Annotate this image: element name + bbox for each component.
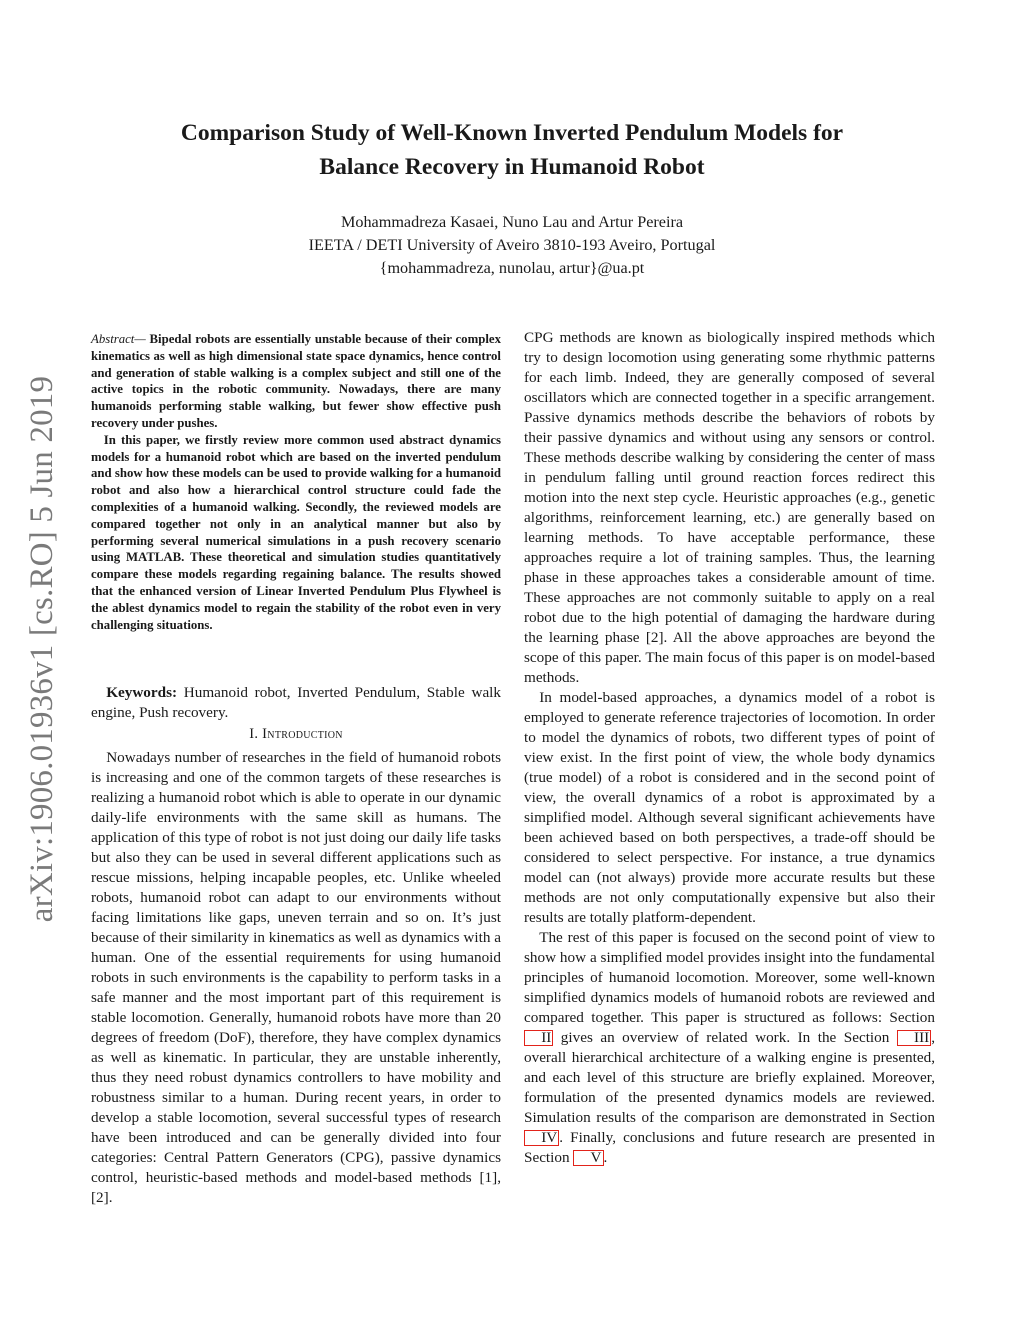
abstract-paragraph-2: In this paper, we firstly review more common used abstract dynamics models for a humanoid robot which are based on the inverted pendulum and show how these models can be used to provide walking for a humanoid robot and also how a hierarchical control structure could fade the complexities of a humanoid walking. Secondly, the reviewed models are compared together not only in an analytical manner but also by performing several numerical simulations in a push recovery scenario using MATLAB. These theoretical and simulation studies quantitatively compare these models regarding regaining balance. The results showed that the enhanced version of Linear Inverted Pendulum Plus Flywheel is the ablest dynamics model to regain the stability of the robot even in very challenging situations. — [91, 432, 501, 632]
author-block — [110, 211, 914, 280]
intro-paragraph-2: CPG methods are known as biologically inspired methods which try to design locomotion using generating some rhythmic patterns for each limb. Indeed, they are generally composed of several oscillators which are connected together in a specific arrangement. Passive dynamics methods describe the behaviors of robots by their passive dynamics and without using any sensors or control. These methods describe walking by considering the center of mass in pendulum falling until ground reaction forces redirect this motion into the next step cycle. Heuristic approaches (e.g., genetic algorithms, reinforcement learning, etc.) are generally based on learning methods. To have acceptable performance, these approaches require a lot of training samples. Thus, the learning phase in these approaches takes a considerable amount of time. These approaches are not commonly suitable to apply on a real robot due to the high potential of damaging the hardware during the learning phase [2]. All the above approaches are beyond the scope of this paper. The main focus of this paper is on model-based methods. — [524, 329, 935, 686]
p4-text-d: . Finally, conclusions and future research are presented in Section — [524, 1129, 935, 1166]
p4-text-c: , overall hierarchical architecture of a walking engine is presented, and each level of this structure are briefly explained. Moreover, formulation of the presented dynamics models are reviewed. Simulation results of the comparison are demonstrated in Section — [524, 1029, 935, 1126]
p4-text-a: The rest of this paper is focused on the second point of view to show how a simplified model provides insight into the fundamental principles of humanoid locomotion. Moreover, some well-known simplified dynamics models of humanoid robots are reviewed and compared together. This paper is structured as follows: Section — [524, 929, 935, 1026]
section-link-v[interactable]: V — [573, 1150, 603, 1166]
author-affiliation: IEETA / DETI University of Aveiro 3810-193 Aveiro, Portugal — [308, 236, 716, 254]
section-link-ii[interactable]: II — [524, 1030, 553, 1046]
section-heading-introduction: I. Introduction — [249, 726, 343, 742]
arxiv-identifier: arXiv:1906.01936v1 [cs.RO] 5 Jun 2019 — [24, 375, 60, 923]
keywords-text: Humanoid robot, Inverted Pendulum, Stable walk engine, Push recovery. — [91, 684, 501, 721]
author-email: {mohammadreza, nunolau, artur}@ua.pt — [379, 259, 645, 277]
abstract-label: Abstract— — [91, 332, 146, 346]
p4-text-b: gives an overview of related work. In the Section — [553, 1029, 897, 1046]
author-names: Mohammadreza Kasaei, Nuno Lau and Artur Pereira — [340, 213, 684, 231]
intro-paragraph-3: In model-based approaches, a dynamics model of a robot is employed to generate reference trajectories of locomotion. In order to model the dynamics of robots, two different types of point of view exist. In the first point of view, the whole body dynamics (true model) of a robot is considered and in the second point of view, the overall dynamics of a robot is approximated by a simplified model. Although several significant achievements have been achieved based on both perspectives, a trade-off should be considered to select perspective. For instance, a true dynamics model can (not always) provide more accurate results but these methods are not only computationally expensive but also their results are totally platform-dependent. — [524, 689, 935, 926]
title-line-1: Comparison Study of Well-Known Inverted Pendulum Models for — [180, 120, 844, 146]
right-column-body — [524, 328, 935, 1168]
section-link-iii[interactable]: III — [897, 1030, 931, 1046]
keywords — [91, 683, 501, 723]
section-link-iv[interactable]: IV — [524, 1130, 559, 1146]
arxiv-sidebar — [20, 367, 64, 931]
keywords-label: Keywords: — [106, 684, 178, 701]
title-line-2: Balance Recovery in Humanoid Robot — [319, 154, 705, 180]
abstract-text-1: Bipedal robots are essentially unstable because of their complex kinematics as well as high dimensional state space dynamics, hence control and generation of stable walking is a complex subject and still one of the active topics in the robotic community. Nowadays, there are many humanoids performing stable walking, but fewer show effective push recovery under pushes. — [91, 332, 501, 430]
abstract — [91, 331, 501, 633]
abstract-paragraph-1 — [91, 331, 501, 432]
intro-paragraph-4 — [524, 928, 935, 1168]
paper-title — [80, 116, 944, 184]
p4-text-e: . — [603, 1149, 608, 1166]
intro-paragraph-1: Nowadays number of researches in the field of humanoid robots is increasing and one of the common targets of these researches is realizing a humanoid robot which is able to operate in our dynamic daily-life environments with the same skill as humans. The application of this type of robot is not just doing our daily life tasks but also they can be used in several different applications such as rescue missions, helping incapable peoples, etc. Unlike wheeled robots, humanoid robot can adapt to our environments without facing limitations like gaps, uneven terrain and so on. It’s just because of their similarity in kinematics as well as dynamics with a human. One of the essential requirements for using humanoid robots in such environments is the capability to perform tasks in a safe manner and the most important part of this requirement is stable locomotion. Generally, humanoid robots have more than 20 degrees of freedom (DoF), therefore, they have complex dynamics as well as kinematic. In particular, they are unstable inherently, thus they need robust dynamics controllers to have mobility and robustness similar to a human. During recent years, in order to develop a stable locomotion, several successful types of research have been introduced and can be generally divided into four categories: Central Pattern Generators (CPG), passive dynamics control, heuristic-based methods and model-based methods [1], [2]. — [91, 749, 501, 1206]
left-column-body — [91, 748, 501, 1208]
